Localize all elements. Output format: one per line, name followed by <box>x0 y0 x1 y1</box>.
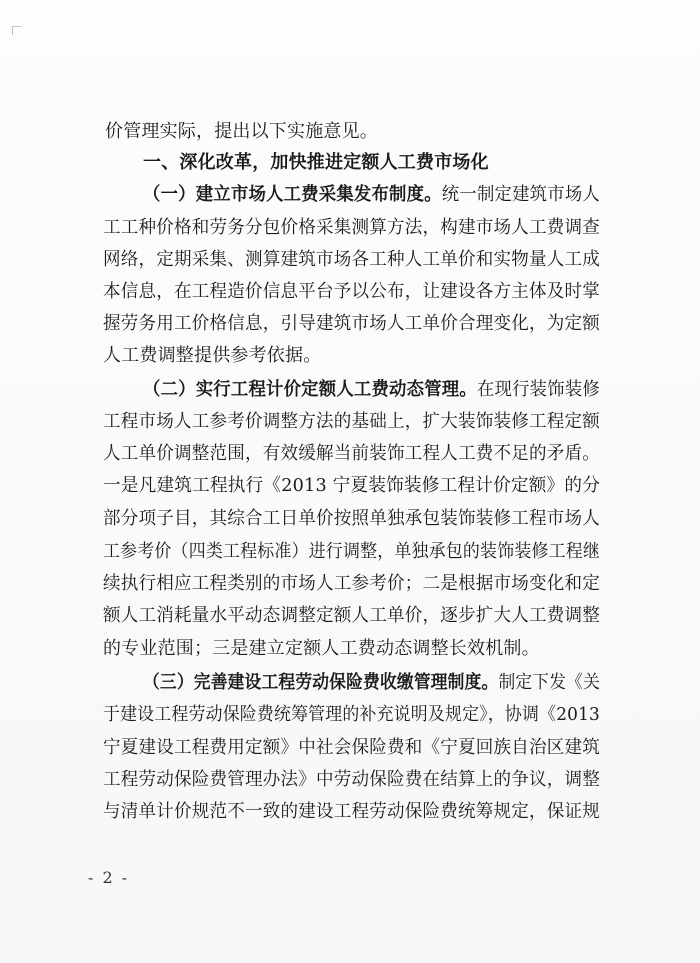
section-heading <box>0 146 700 180</box>
text-line <box>0 795 700 829</box>
subheading-text: （一）建立市场人工费采集发布制度。 <box>143 184 442 205</box>
text-line <box>0 373 700 407</box>
line-text: 在现行装饰装修 <box>476 379 600 400</box>
text-line <box>0 731 700 765</box>
text-line <box>0 763 700 797</box>
text-line <box>0 469 700 503</box>
text-line <box>0 339 700 373</box>
subheading-text: （三）完善建设工程劳动保险费收缴管理制度。 <box>143 672 499 693</box>
line-text: 一是凡建筑工程执行《2013 宁夏装饰装修工程计价定额》的分 <box>103 475 601 496</box>
line-text: 于建设工程劳动保险费统筹管理的补充说明及规定》，协调《2013 <box>103 704 601 725</box>
text-line <box>0 178 700 212</box>
line-text: 制定下发《关 <box>498 672 601 693</box>
line-text: 工程市场人工参考价调整方法的基础上，扩大装饰装修工程定额 <box>103 411 601 432</box>
heading-text: 一、深化改革，加快推进定额人工费市场化 <box>143 152 489 173</box>
text-line <box>0 698 700 732</box>
line-text: 网络，定期采集、测算建筑市场各工种人工单价和实物量人工成 <box>103 249 601 270</box>
line-text: 的专业范围；三是建立定额人工费动态调整长效机制。 <box>103 638 540 659</box>
text-line <box>0 437 700 471</box>
line-text: 人工费调整提供参考依据。 <box>103 345 322 366</box>
line-text: 握劳务用工价格信息，引导建筑市场人工单价合理变化，为定额 <box>103 313 601 334</box>
binding-mark <box>12 26 21 35</box>
text-line <box>0 243 700 277</box>
line-text: 价管理实际，提出以下实施意见。 <box>105 121 378 142</box>
text-line <box>0 666 700 700</box>
line-text: 工程劳动保险费管理办法》中劳动保险费在结算上的争议，调整 <box>103 769 601 790</box>
text-line <box>0 115 700 149</box>
text-line <box>0 632 700 666</box>
line-text: 工工种价格和劳务分包价格采集测算方法，构建市场人工费调查 <box>103 217 601 238</box>
line-text: 额人工消耗量水平动态调整定额人工单价，逐步扩大人工费调整 <box>103 605 601 626</box>
line-text: 工参考价（四类工程标准）进行调整，单独承包的装饰装修工程继 <box>103 541 601 562</box>
text-line <box>0 502 700 536</box>
line-text: 宁夏建设工程费用定额》中社会保险费和《宁夏回族自治区建筑 <box>103 737 601 758</box>
subheading-text: （二）实行工程计价定额人工费动态管理。 <box>143 379 477 400</box>
line-text: 本信息，在工程造价信息平台予以公布，让建设各方主体及时掌 <box>103 281 601 302</box>
line-text: 统一制定建筑市场人 <box>441 184 600 205</box>
text-line <box>0 535 700 569</box>
text-line <box>0 599 700 633</box>
page-number: - 2 - <box>88 868 130 887</box>
text-line <box>0 405 700 439</box>
text-line <box>0 307 700 341</box>
text-line <box>0 275 700 309</box>
line-text: 部分项子目，其综合工日单价按照单独承包装饰装修工程市场人 <box>103 508 601 529</box>
line-text: 续执行相应工程类别的市场人工参考价；二是根据市场变化和定 <box>103 573 601 594</box>
line-text: 人工单价调整范围，有效缓解当前装饰工程人工费不足的矛盾。 <box>103 443 601 464</box>
line-text: 与清单计价规范不一致的建设工程劳动保险费统筹规定，保证规 <box>103 801 601 822</box>
text-line <box>0 211 700 245</box>
text-line <box>0 567 700 601</box>
